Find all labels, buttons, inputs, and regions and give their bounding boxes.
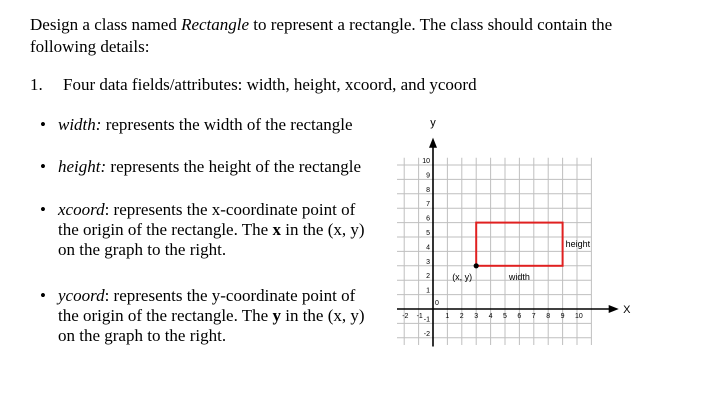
x-axis-label: X <box>623 304 631 316</box>
y-tick-label: 10 <box>422 158 430 165</box>
y-axis-label: y <box>430 117 436 130</box>
y-tick-label: 1 <box>426 287 430 295</box>
y-tick-label: 6 <box>426 215 430 223</box>
x-tick-label: 3 <box>474 313 479 320</box>
x-tick-label: 6 <box>517 313 522 320</box>
item-text: Four data fields/attributes: width, height, xcoord, and ycoord <box>63 75 477 94</box>
x-tick-label: -1 <box>416 313 423 320</box>
y-tick-label: 7 <box>426 201 430 209</box>
class-name: Rectangle <box>181 15 250 34</box>
bold-x: x <box>272 220 281 239</box>
x-tick-label: 2 <box>459 313 464 320</box>
item-number: 1. <box>30 75 43 94</box>
x-tick-label: 1 <box>445 313 450 320</box>
bullet-xcoord: • xcoord: represents the x-coordinate point of the origin of the rectangle. The x in the (x, y) on the graph to the right. <box>40 200 365 259</box>
bold-y: y <box>272 306 281 325</box>
x-axis-arrow <box>609 305 619 313</box>
bullet-dot: • <box>40 157 46 176</box>
bullet-text: represents the height of the rectangle <box>106 157 362 176</box>
x-tick-label: 4 <box>488 313 493 320</box>
bullet-dot: • <box>40 200 46 219</box>
bullet-text: represents the width of the rectangle <box>101 115 353 134</box>
y-tick-label: 2 <box>426 273 430 281</box>
bullet-term: width: <box>58 115 102 134</box>
y-tick-label: 5 <box>426 230 430 237</box>
intro-text-1: Design a class named <box>30 15 182 34</box>
y-axis-arrow <box>429 138 437 148</box>
x-tick-label: -2 <box>402 313 409 320</box>
y-tick-label: 9 <box>426 172 430 180</box>
x-tick-label: 7 <box>531 313 536 320</box>
y-tick-label: -1 <box>423 316 430 324</box>
x-tick-label: 5 <box>503 313 507 320</box>
x-tick-label: 9 <box>560 313 565 320</box>
height-label: height <box>565 239 591 250</box>
bullet-ycoord: • ycoord: represents the y-coordinate point of the origin of the rectangle. The y in the (x, y) on the graph to the right. <box>40 286 365 345</box>
width-label: width <box>508 271 530 282</box>
y-tick-label: 3 <box>426 258 430 266</box>
x-tick-label: 0 <box>435 300 439 307</box>
bullet-term: height: <box>58 157 107 176</box>
y-tick-label: 4 <box>426 244 430 252</box>
x-tick-label: 8 <box>546 313 551 320</box>
bullet-term: ycoord <box>58 286 105 305</box>
y-tick-label: -2 <box>423 330 430 338</box>
intro-text-2: to represent a rectangle. The class should contain the following details: <box>30 15 613 56</box>
y-tick-label: 8 <box>426 186 430 194</box>
bullet-dot: • <box>40 115 46 134</box>
origin-point <box>474 263 479 268</box>
bullet-dot: • <box>40 286 46 305</box>
x-tick-label: 10 <box>575 313 583 320</box>
point-label: (x, y) <box>452 271 473 282</box>
bullet-term: xcoord <box>58 200 105 219</box>
